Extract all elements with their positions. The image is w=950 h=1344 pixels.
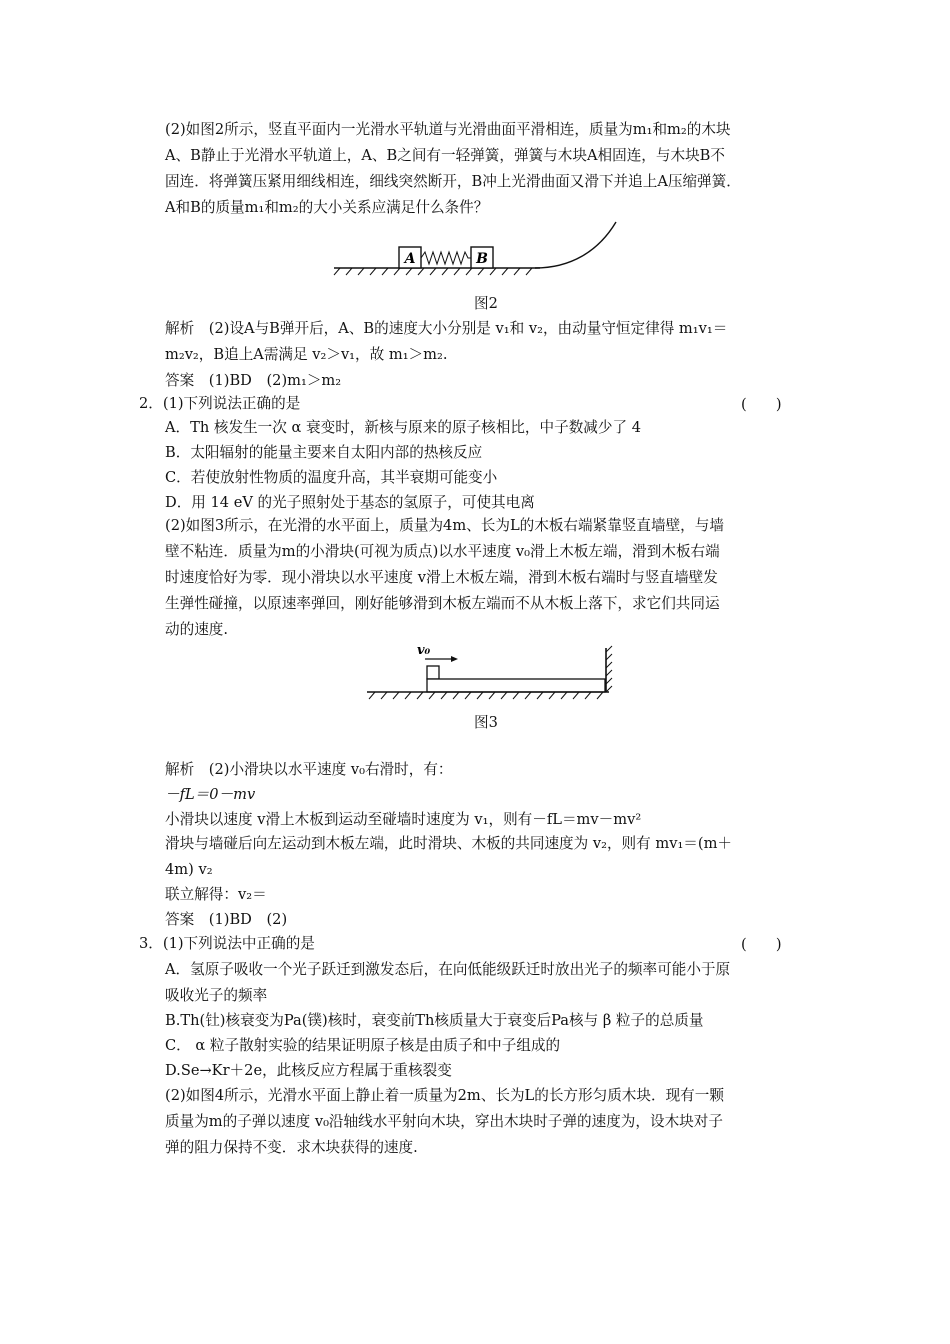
q2-analysis-line-4: 滑块与墙碰后向左运动到木板左端，此时滑块、木板的共同速度为 v₂，则有 mv₁＝(m＋ (165, 835, 733, 852)
q3-stem: 3．(1)下列说法中正确的是 (139, 935, 315, 952)
q3-option-b: B.Th(钍)核衰变为Pa(镤)核时，衰变前Th核质量大于衰变后Pa核与 β 粒子的总质量 (165, 1012, 704, 1029)
fig2-label-b: B (476, 251, 488, 267)
q1-text-line-4: A和B的质量m₁和m₂的大小关系应满足什么条件？ (165, 199, 489, 216)
q3-option-a-line-1: A．氢原子吸收一个光子跃迁到激发态后，在向低能级跃迁时放出光子的频率可能小于原 (165, 961, 731, 978)
fig2-curved-surface (535, 222, 616, 268)
q2-option-d: D．用 14 eV 的光子照射处于基态的氢原子，可使其电离 (165, 494, 535, 511)
q2-analysis-line-3: 小滑块以速度 v滑上木板到运动至碰墙时速度为 v₁，则有－fL＝mv－mv² (165, 811, 642, 828)
fig3-small-block (427, 666, 439, 679)
figure-3 (365, 640, 615, 702)
q1-text-line-1: (2)如图2所示，竖直平面内一光滑水平轨道与光滑曲面平滑相连，质量为m₁和m₂的木块 (165, 121, 731, 138)
fig3-v0-label: v₀ (417, 643, 431, 658)
q2-option-b: B．太阳辐射的能量主要来自太阳内部的热核反应 (165, 444, 483, 461)
q2-analysis-line-5: 4m) v₂ (165, 861, 213, 878)
q1-answer: 答案 (1)BD (2)m₁＞m₂ (165, 372, 342, 389)
fig3-board (427, 679, 605, 692)
q2-text-line-1: (2)如图3所示，在光滑的水平面上，质量为4m、长为L的木板右端紧靠竖直墙壁，与墙 (165, 517, 724, 534)
q3-text-line-3: 弹的阻力保持不变．求木块获得的速度. (165, 1139, 418, 1156)
fig3-wall-hatch (606, 646, 612, 692)
q2-answer-blank: ( ) (741, 396, 782, 413)
q2-option-a: A．Th 核发生一次 α 衰变时，新核与原来的原子核相比，中子数减少了 4 (165, 419, 641, 436)
q1-analysis-line-2: m₂v₂，B追上A需满足 v₂＞v₁，故 m₁＞m₂. (165, 346, 448, 363)
q2-analysis-line-1: 解析 (2)小滑块以水平速度 v₀右滑时，有： (165, 761, 453, 778)
fig2-caption: 图2 (474, 295, 498, 312)
fig2-label-a: A (404, 251, 416, 267)
q3-option-c: C． α 粒子散射实验的结果证明原子核是由质子和中子组成的 (165, 1037, 561, 1054)
q2-text-line-3: 时速度恰好为零．现小滑块以水平速度 v滑上木板左端，滑到木板右端时与竖直墙壁发 (165, 569, 718, 586)
fig3-arrowhead (451, 656, 458, 662)
q3-text-line-1: (2)如图4所示，光滑水平面上静止着一质量为2m、长为L的长方形匀质木块．现有一颗 (165, 1087, 724, 1104)
q2-answer: 答案 (1)BD (2) (165, 911, 288, 928)
q3-option-a-line-2: 吸收光子的频率 (165, 987, 268, 1004)
q1-text-line-2: A、B静止于光滑水平轨道上，A、B之间有一轻弹簧，弹簧与木块A相固连，与木块B不 (165, 147, 725, 164)
q2-option-c: C．若使放射性物质的温度升高，其半衰期可能变小 (165, 469, 498, 486)
q2-stem: 2．(1)下列说法正确的是 (139, 395, 301, 412)
q2-analysis-line-2: －fL＝0－mv (165, 786, 256, 803)
q3-answer-blank: ( ) (741, 936, 782, 953)
q2-text-line-4: 生弹性碰撞，以原速率弹回，刚好能够滑到木板左端而不从木板上落下，求它们共同运 (165, 595, 720, 612)
q2-text-line-5: 动的速度. (165, 621, 229, 638)
q1-analysis-line-1: 解析 (2)设A与B弹开后，A、B的速度大小分别是 v₁和 v₂，由动量守恒定律得 m₁v₁＝ (165, 320, 728, 337)
fig2-ground-hatch (334, 268, 532, 275)
fig3-caption: 图3 (474, 714, 498, 731)
q2-text-line-2: 壁不粘连．质量为m的小滑块(可视为质点)以水平速度 v₀滑上木板左端，滑到木板右端 (165, 543, 720, 560)
q3-text-line-2: 质量为m的子弹以速度 v₀沿轴线水平射向木块，穿出木块时子弹的速度为，设木块对子 (165, 1113, 723, 1130)
figure-2 (330, 222, 620, 274)
q3-option-d: D.Se→Kr＋2e，此核反应方程属于重核裂变 (165, 1062, 452, 1079)
q2-analysis-line-6: 联立解得：v₂＝ (165, 886, 267, 903)
fig3-ground-hatch (369, 692, 603, 699)
fig2-spring (421, 252, 471, 264)
q1-text-line-3: 固连．将弹簧压紧用细线相连，细线突然断开，B冲上光滑曲面又滑下并追上A压缩弹簧． (165, 173, 741, 190)
